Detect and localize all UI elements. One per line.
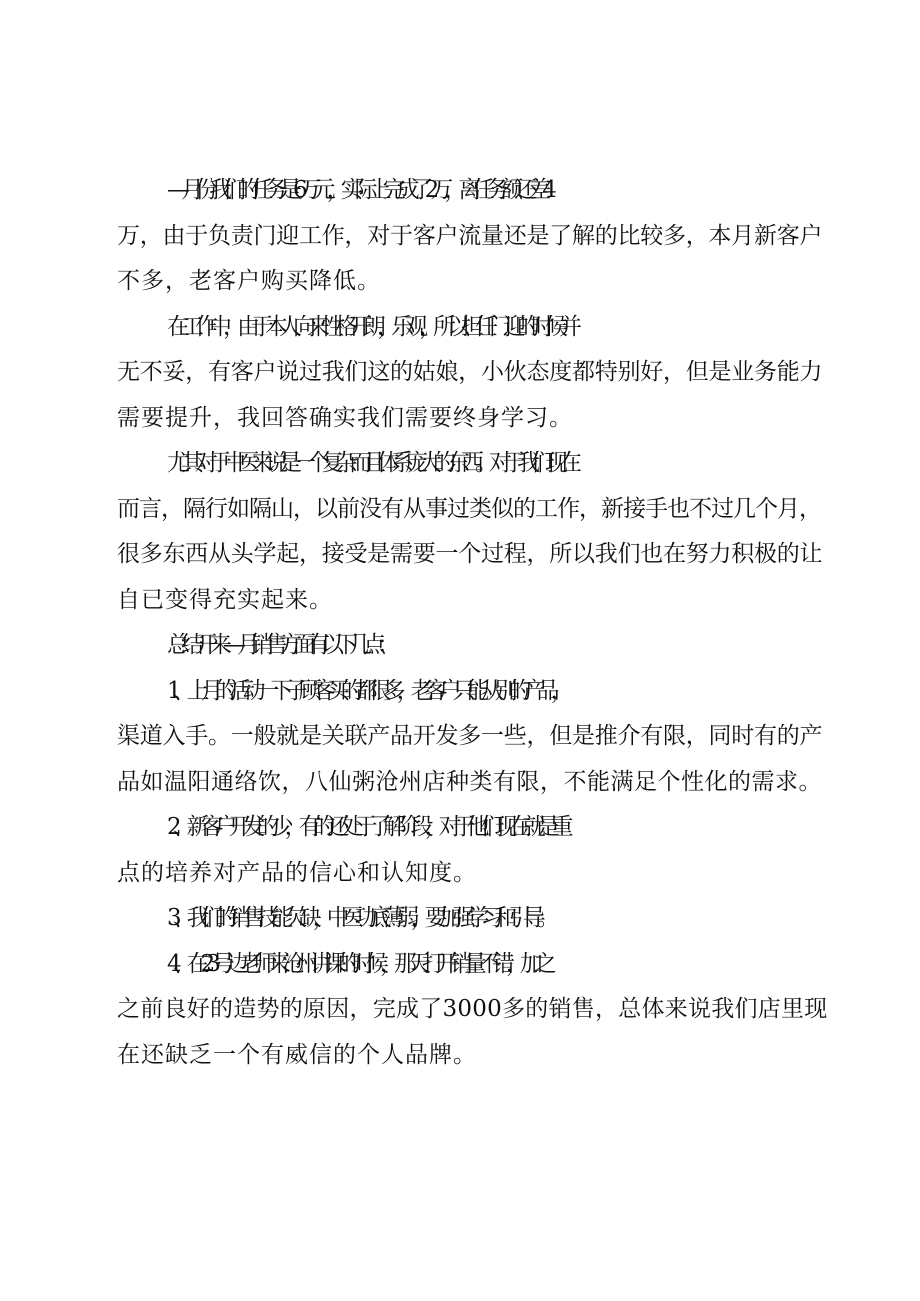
paragraph-point-3 — [117, 896, 827, 942]
text-line: 自已变得充实起来。 — [117, 586, 333, 613]
text-line: 不多，老客户购买降低。 — [117, 268, 381, 294]
text-line: 很多东西从头学起，接受是需要一个过程，所以我们也在努力积极的让 — [117, 541, 823, 567]
text-line: 之前良好的造势的原因，完成了3000多的销售，总体来说我们店里现 — [117, 996, 828, 1022]
text-line: 而言，隔行如隔山，以前没有从事过类似的工作，新接手也不过几个月， — [117, 495, 821, 522]
paragraph-tcm-learning — [117, 441, 827, 623]
text-line: 1、上月的活动一下子顾客买的都很多，老客户只能从别的产品， — [167, 677, 565, 704]
paragraph-point-2 — [117, 805, 827, 896]
text-line: 3、我们的销售技能欠缺，中医功底薄弱，要加强学习和引导。 — [167, 905, 551, 931]
text-line: 无不妥，有客户说过我们这的姑娘，小伙态度都特别好，但是业务能力 — [117, 359, 823, 385]
text-line: 尤其对于中医来说是一个复杂而且体系庞大的东西。对于我们现在 — [167, 450, 573, 476]
text-line: —月份我们的任务是6万元，实际上完成了2万，离任务额还差4 — [167, 177, 548, 203]
text-line: 品如温阳通络饮，八仙粥沧州店种类有限，不能满足个性化的需求。 — [117, 768, 822, 795]
text-line: 在工作中，由于本人向来性格开朗，乐观，所以担任门迎的时候并 — [167, 313, 573, 340]
text-line: 万，由于负责门迎工作，对于客户流量还是了解的比较多，本月新客户 — [117, 222, 823, 249]
text-line: 需要提升，我回答确实我们需要终身学习。 — [117, 404, 573, 431]
document-body — [117, 168, 827, 1078]
paragraph-point-4 — [117, 942, 827, 1079]
text-line: 4、在23号边老师来沧州讲课的时候，那天打开销量不错，加之 — [167, 950, 548, 977]
paragraph-work-attitude — [117, 305, 827, 442]
paragraph-monthly-task — [117, 168, 827, 305]
text-line: 2、新客户开发的少，有的还处于了解阶段，对于他们现在就是重 — [167, 814, 565, 840]
text-line: 点的培养对产品的信心和认知度。 — [117, 859, 477, 886]
paragraph-point-1 — [117, 669, 827, 806]
text-line: 总结开来—月销售方面有以下几点： — [167, 632, 391, 658]
text-line: 在还缺乏一个有威信的个人品牌。 — [117, 1041, 477, 1068]
text-line: 渠道入手。一般就是关联产品开发多一些，但是推介有限，同时有的产 — [117, 723, 823, 749]
paragraph-summary-heading — [117, 623, 827, 669]
